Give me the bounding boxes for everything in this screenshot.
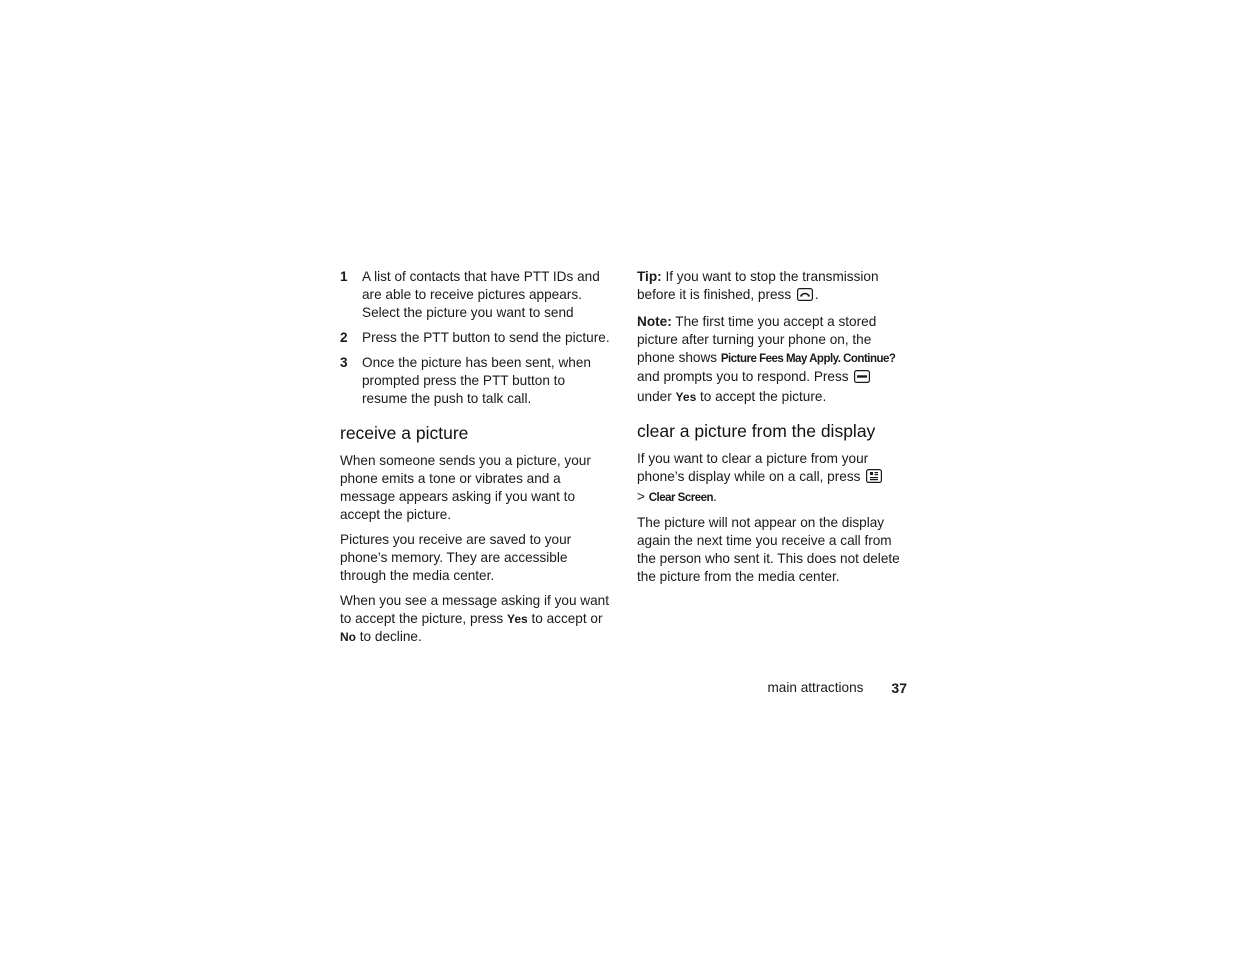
text: . bbox=[713, 489, 717, 504]
section-heading-clear: clear a picture from the display bbox=[637, 421, 876, 441]
display-text-yes: Yes bbox=[675, 390, 697, 404]
page-number: 37 bbox=[891, 680, 907, 696]
display-text-no: No bbox=[340, 630, 356, 644]
menu-key-icon bbox=[866, 469, 882, 488]
right-column bbox=[637, 268, 909, 593]
text: If you want to clear a picture from your phone’s display while on a call, press bbox=[637, 451, 869, 484]
text: > bbox=[637, 489, 649, 504]
text: under bbox=[637, 389, 676, 404]
display-text-fees: Picture Fees May Apply. Continue? bbox=[720, 353, 896, 365]
section-heading-receive: receive a picture bbox=[340, 423, 469, 443]
step-text: A list of contacts that have PTT IDs and are able to receive pictures appears. Select the picture you want to send bbox=[362, 269, 600, 320]
page-footer bbox=[700, 679, 907, 697]
step-1 bbox=[340, 268, 610, 322]
paragraph-accept bbox=[340, 592, 610, 646]
step-text: Press the PTT button to send the picture. bbox=[362, 330, 610, 345]
step-text: Once the picture has been sent, when prompted press the PTT button to resume the push to talk call. bbox=[362, 355, 591, 406]
paragraph: The picture will not appear on the display again the next time you receive a call from the person who sent it. This does not delete the picture from the media center. bbox=[637, 515, 900, 584]
soft-key-icon bbox=[854, 370, 870, 388]
clear-paragraph bbox=[637, 450, 909, 507]
step-number: 1 bbox=[340, 269, 348, 284]
paragraph: Pictures you receive are saved to your phone’s memory. They are accessible through the media center. bbox=[340, 532, 572, 583]
left-column bbox=[340, 268, 610, 653]
note-paragraph bbox=[637, 313, 909, 406]
end-key-icon bbox=[797, 288, 813, 306]
text: to decline. bbox=[356, 629, 422, 644]
text: and prompts you to respond. Press bbox=[637, 369, 853, 384]
step-number: 2 bbox=[340, 330, 348, 345]
text: to accept the picture. bbox=[696, 389, 827, 404]
text: When you see a message asking if you want to accept the picture, press bbox=[340, 593, 610, 626]
step-number: 3 bbox=[340, 355, 348, 370]
display-text-clear-screen: Clear Screen bbox=[648, 492, 714, 504]
tip-paragraph bbox=[637, 268, 909, 306]
display-text-yes: Yes bbox=[507, 612, 528, 626]
text: . bbox=[814, 287, 819, 302]
text: If you want to stop the transmission before it is finished, press bbox=[637, 269, 879, 302]
step-3 bbox=[340, 354, 610, 408]
step-2 bbox=[340, 329, 610, 347]
note-label: Note: bbox=[637, 314, 672, 329]
text: to accept or bbox=[527, 611, 603, 626]
tip-label: Tip: bbox=[637, 269, 662, 284]
paragraph: When someone sends you a picture, your phone emits a tone or vibrates and a message appears asking if you want to accept the picture. bbox=[340, 453, 591, 522]
text: The first time you accept a stored picture after turning your phone on, the phone shows bbox=[637, 314, 877, 365]
footer-section-title: main attractions bbox=[767, 680, 864, 695]
